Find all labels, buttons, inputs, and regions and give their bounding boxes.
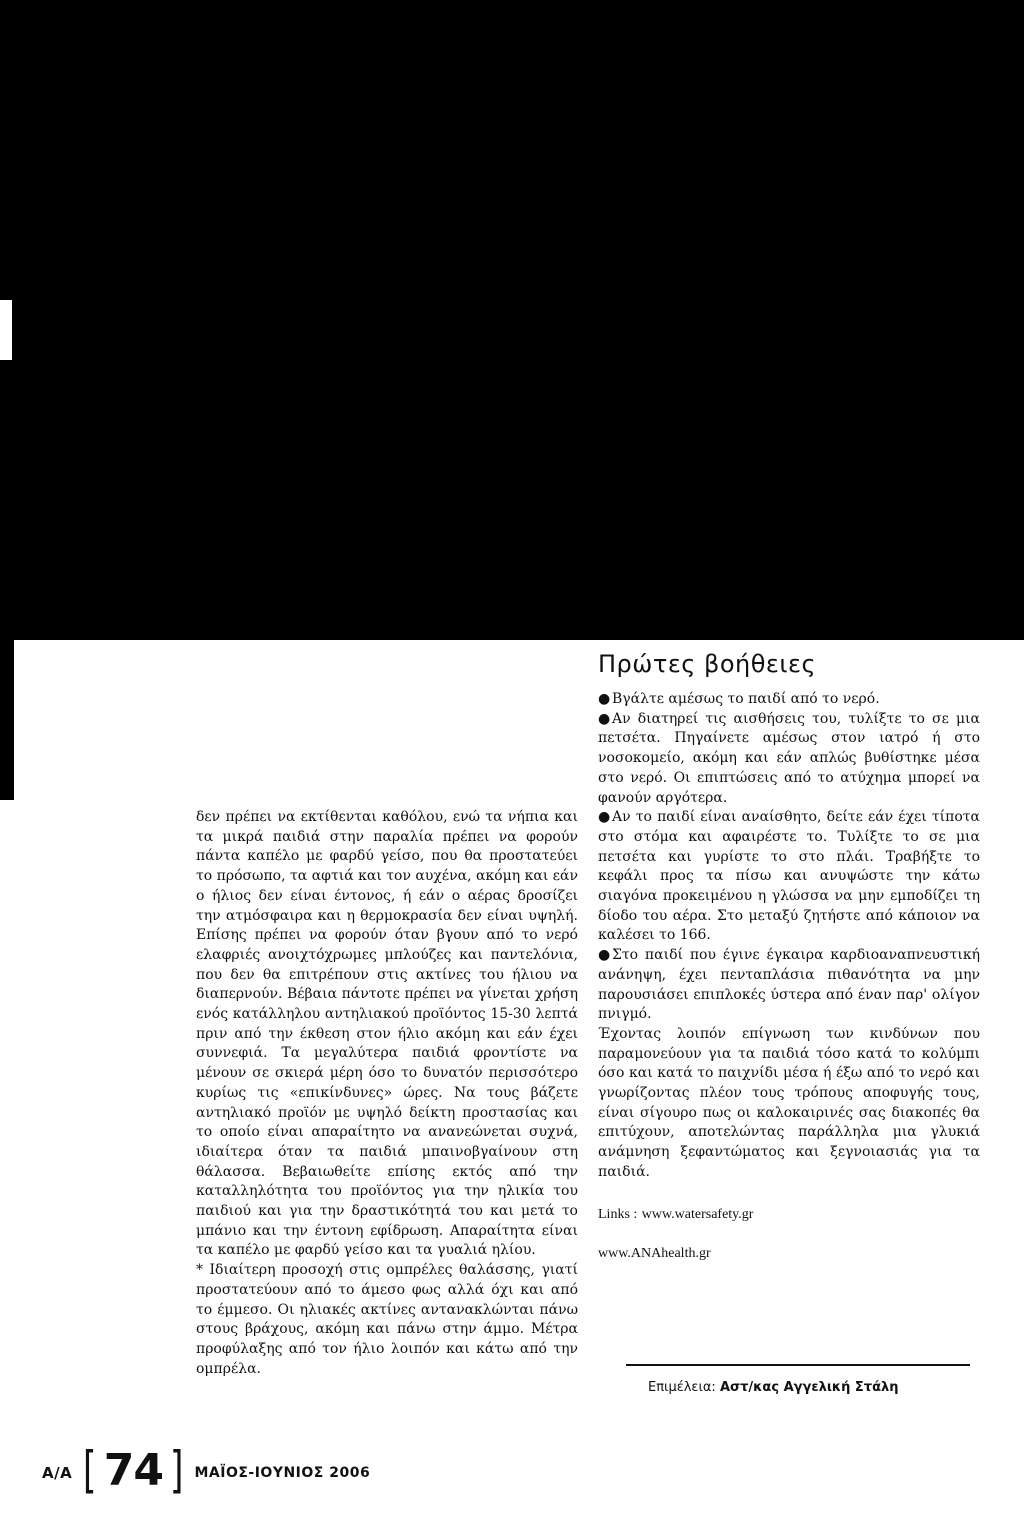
editor-name: Αστ/κας Αγγελική Στάλη: [719, 1380, 899, 1395]
divider-rule: [626, 1364, 970, 1366]
bullet-icon: ●: [598, 947, 611, 964]
photo-edge-notch: [0, 300, 12, 360]
closing-paragraph: Έχοντας λοιπόν επίγνωση των κινδύνων που παραμονεύουν για τα παιδιά τόσο κατά το κολύμπι όσο και κατά το παιχνίδι μέσα ή έξω από το νερό και γνωρίζοντας πλέον τους τρόπους αποφυγής τους, είναι σίγουρο πως οι καλοκαιρινές σας διακοπές θα επιτύχουν, αποτελώντας παράλληλα μια γλυκιά ανάμνηση ξεφαντώματος και ξεγνοιασιάς για τα παιδιά.: [598, 1025, 980, 1180]
bullet-icon: ●: [598, 710, 611, 727]
bullet-item: [598, 710, 980, 809]
photo-area: [0, 0, 1024, 640]
page-footer: [42, 1440, 370, 1500]
link-watersafety[interactable]: www.watersafety.gr: [641, 1206, 754, 1222]
link-anahealth[interactable]: www.ANAhealth.gr: [598, 1246, 711, 1262]
bullet-icon: ●: [598, 691, 611, 707]
bracket-open: [: [83, 1441, 97, 1499]
bullet-item: [598, 946, 980, 1025]
photo-left-strip: [0, 640, 14, 800]
links-line: [598, 1205, 980, 1225]
bullet-text: Αν το παιδί είναι αναίσθητο, δείτε εάν έχει τίποτα στο στόμα και αφαιρέστε το. Τυλίξτε το σε μια πετσέτα και γυρίστε το στο πλάι. Τραβήξτε το κεφάλι προς τα πίσω και ανυψώστε την κάτω σιαγόνα προκειμένου η γλώσσα να μην εμποδίζει τη δίοδο του αέρα. Στο μεταξύ ζητήστε από κάποιον να καλέσει το 166.: [598, 809, 980, 944]
issue-date: ΜΑΪΟΣ-ΙΟΥΝΙΟΣ 2006: [194, 1465, 371, 1481]
bullet-text: Στο παιδί που έγινε έγκαιρα καρδιοαναπνευστική ανάνηψη, έχει πενταπλάσια πιθανότητα να μην παρουσιάσει επιπλοκές ύστερα από έναν παρ' ολίγον πνιγμό.: [598, 947, 980, 1023]
editor-credit: [648, 1380, 899, 1395]
bullet-icon: ●: [598, 809, 611, 826]
editor-label: Επιμέλεια:: [648, 1380, 716, 1395]
left-column: [196, 808, 578, 1379]
body-paragraph: * Ιδιαίτερη προσοχή στις ομπρέλες θαλάσσης, γιατί προστατεύουν από το άμεσο φως αλλά όχι και από το έμμεσο. Οι ηλιακές ακτίνες αντανακλώνται πάνω στους βράχους, ακόμη και πάνω στην άμμο. Μέτρα προφύλαξης από τον ήλιο λοιπόν και κάτω από την ομπρέλα.: [196, 1262, 578, 1377]
links-label: Links :: [598, 1206, 638, 1222]
page-number: 74: [103, 1444, 163, 1496]
links-line-2: [598, 1244, 980, 1264]
right-column: [598, 690, 980, 1264]
bullet-item: [598, 690, 980, 710]
bullet-item: [598, 808, 980, 946]
bullet-text: Αν διατηρεί τις αισθήσεις του, τυλίξτε το σε μια πετσέτα. Πηγαίνετε αμέσως στον ιατρό ή στο νοσοκομείο, ακόμη και εάν απλώς βυθίστηκε μέσα στο νερό. Οι επιπτώσεις από το ατύχημα μπορεί να φανούν αργότερα.: [598, 710, 980, 806]
body-paragraph: δεν πρέπει να εκτίθενται καθόλου, ενώ τα νήπια και τα μικρά παιδιά στην παραλία πρέπει να φορούν πάντα καπέλο με φαρδύ γείσο, που θα προστατεύει το πρόσωπο, τα αφτιά και τον αυχένα, ακόμη και εάν ο ήλιος δεν είναι έντονος, ή εάν ο αέρας δροσίζει την ατμόσφαιρα και η θερμοκρασία δεν είναι υψηλή. Επίσης πρέπει να φορούν όταν βγουν από το νερό ελαφριές ανοιχτόχρωμες μπλούζες και παντελόνια, που δεν θα επιτρέπουν στις ακτίνες του ήλιου να διαπερνούν. Βέβαια πάντοτε πρέπει να γίνεται χρήση ενός κατάλληλου αντηλιακού προϊόντος 15-30 λεπτά πριν από την έκθεση στον ήλιο ακόμη και εάν έχει συννεφιά. Τα μεγαλύτερα παιδιά φροντίστε να μένουν σε σκιερά μέρη όσο το δυνατόν περισσότερο κυρίως τις «επικίνδυνες» ώρες. Να τους βάζετε αντηλιακό προϊόν με υψηλό δείκτη προστασίας και το οποίο είναι απαραίτητο να ανανεώνεται συχνά, ιδιαίτερα όταν τα παιδιά μπαινοβγαίνουν στη θάλασσα. Βεβαιωθείτε επίσης εκτός από την καταλληλότητα του προϊόντος για την ηλικία του παιδιού και για την δραστικότητά του και μετά το μπάνιο και την έντονη εφίδρωση. Απαραίτητα είναι τα καπέλο με φαρδύ γείσο και τα γυαλιά ηλίου.: [196, 809, 578, 1259]
bracket-close: ]: [169, 1441, 184, 1499]
footer-section: Α/Α: [42, 1464, 73, 1482]
section-title: Πρώτες βοήθειες: [598, 650, 817, 678]
bullet-text: Βγάλτε αμέσως το παιδί από το νερό.: [612, 691, 880, 707]
